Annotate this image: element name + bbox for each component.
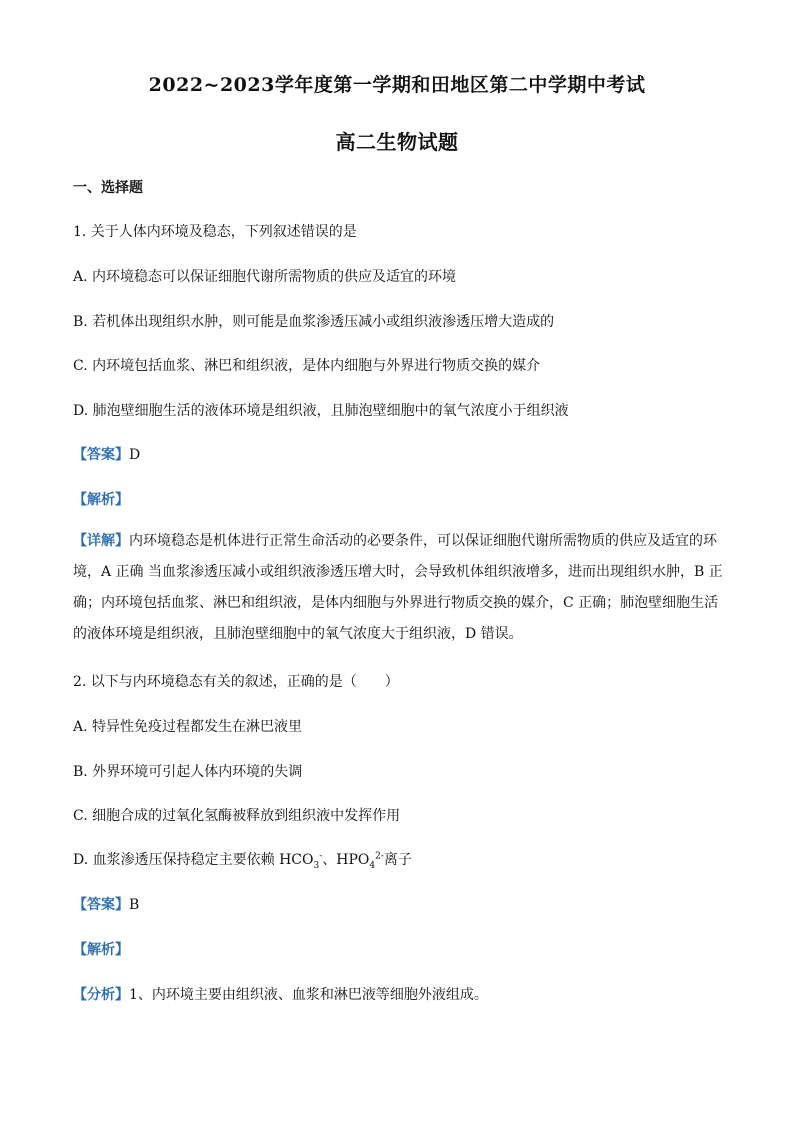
question-2-option-a: A. 特异性免疫过程都发生在淋巴液里 — [73, 719, 303, 735]
question-2-answer — [73, 894, 139, 914]
question-1-option-a: A. 内环境稳态可以保证细胞代谢所需物质的供应及适宜的环境 — [73, 269, 457, 285]
question-1-analysis-heading — [73, 489, 129, 509]
question-2-analysis-heading — [73, 939, 129, 959]
question-2-option-c: C. 细胞合成的过氧化氢酶被释放到组织液中发挥作用 — [73, 808, 401, 824]
analysis-tag: 【解析】 — [73, 492, 129, 508]
answer-tag: 【答案】 — [73, 897, 129, 913]
section-heading: 一、选择题 — [73, 180, 143, 196]
exam-title: 2022~2023学年度第一学期和田地区第二中学期中考试 — [148, 74, 646, 96]
question-1-answer — [73, 444, 140, 464]
answer-value: B — [129, 897, 140, 913]
detail-tag: 【详解】 — [73, 533, 129, 549]
answer-tag: 【答案】 — [73, 447, 129, 463]
question-2-fenxi — [73, 984, 488, 1004]
question-1-stem: 1. 关于人体内环境及稳态，下列叙述错误的是 — [73, 224, 357, 240]
question-2-option-d: D. 血浆渗透压保持稳定主要依赖 $HCO_3^-$、$HPO_4^{2-}$离子 — [73, 851, 412, 871]
exam-subtitle: 高二生物试题 — [335, 130, 459, 154]
question-1-option-c: C. 内环境包括血浆、淋巴和组织液，是体内细胞与外界进行物质交换的媒介 — [73, 358, 541, 374]
analysis-tag: 【解析】 — [73, 942, 129, 958]
fenxi-text: 1、内环境主要由组织液、血浆和淋巴液等细胞外液组成。 — [129, 987, 488, 1003]
question-1-option-d: D. 肺泡壁细胞生活的液体环境是组织液，且肺泡壁细胞中的氧气浓度小于组织液 — [73, 403, 569, 419]
question-1-option-b: B. 若机体出现组织水肿，则可能是血浆渗透压减小或组织液渗透压增大造成的 — [73, 314, 555, 330]
question-2-option-b: B. 外界环境可引起人体内环境的失调 — [73, 764, 303, 780]
question-2-stem: 2. 以下与内环境稳态有关的叙述，正确的是（ ） — [73, 674, 399, 690]
answer-value: D — [129, 447, 141, 463]
question-1-detail — [73, 526, 723, 650]
detail-text: 内环境稳态是机体进行正常生命活动的必要条件，可以保证细胞代谢所需物质的供应及适宜的环境，A 正确 当血浆渗透压减小或组织液渗透压增大时，会导致机体组织液增多，进而出现组织水肿，B 正确；内环境包括血浆、淋巴和组织液，是体内细胞与外界进行物质交换的媒介，C 正确；肺泡壁细胞生活的液体环境是组织液，且肺泡壁细胞中的氧气浓度大于组织液，D 错误。 — [73, 533, 723, 642]
fenxi-tag: 【分析】 — [73, 987, 129, 1003]
